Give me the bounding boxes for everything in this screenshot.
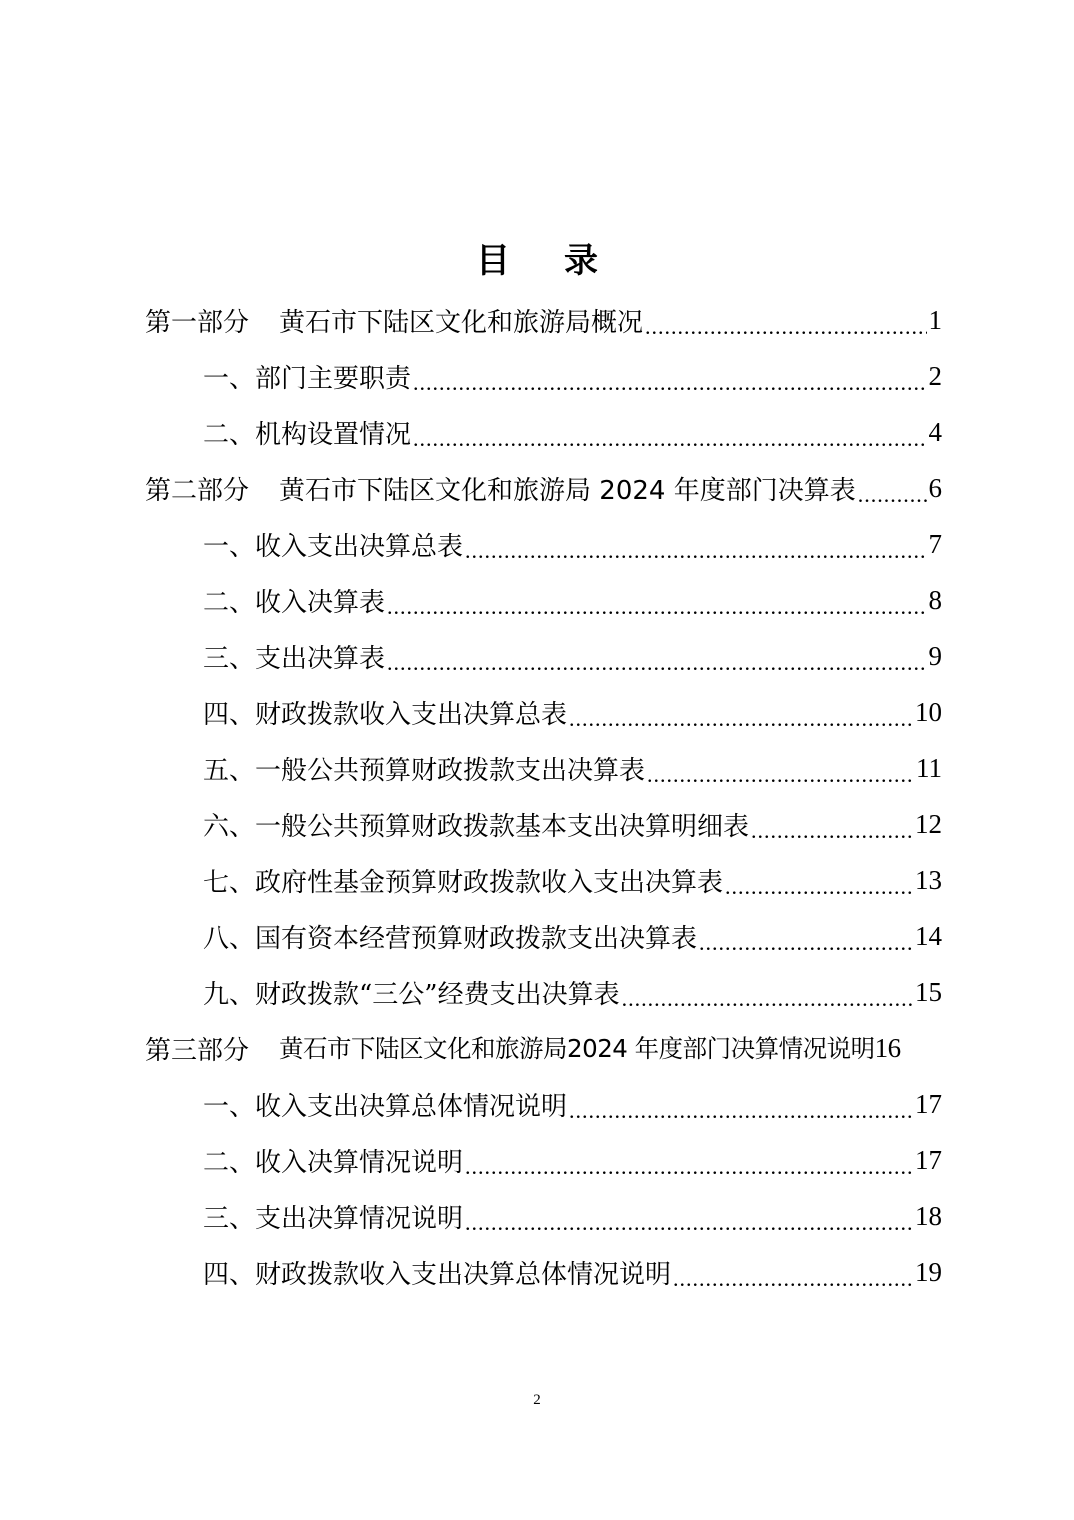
part-title: 黄石市下陆区文化和旅游局 2024 年度部门决算表 <box>279 475 856 506</box>
page-number: 15 <box>915 976 942 1007</box>
toc-entry[interactable] <box>203 964 942 1020</box>
page-number: 19 <box>915 1256 942 1287</box>
page-number: 1 <box>928 304 942 335</box>
toc-entry[interactable] <box>203 1076 942 1132</box>
dot-leader <box>725 878 913 908</box>
toc-part-2[interactable] <box>145 460 942 516</box>
page-number: 11 <box>916 752 942 783</box>
toc-entry[interactable] <box>203 348 942 404</box>
toc-part-3[interactable] <box>145 1020 942 1076</box>
toc-entry[interactable] <box>203 1132 942 1188</box>
toc-entry-label: 七、政府性基金预算财政拨款收入支出决算表 <box>203 867 724 898</box>
toc-entry[interactable] <box>203 516 942 572</box>
toc-entry-label: 三、支出决算情况说明 <box>203 1203 464 1234</box>
part-title: 黄石市下陆区文化和旅游局2024 年度部门决算情况说明 <box>279 1033 875 1063</box>
toc-entry-label: 六、一般公共预算财政拨款基本支出决算明细表 <box>203 811 750 842</box>
toc-entry[interactable] <box>203 740 942 796</box>
dot-leader <box>569 710 913 740</box>
toc-entry-label: 二、机构设置情况 <box>203 419 412 450</box>
page-number: 13 <box>915 864 942 895</box>
page-number: 9 <box>928 640 942 671</box>
dot-leader <box>699 934 913 964</box>
toc-entry-label: 一、收入支出决算总表 <box>203 531 464 562</box>
toc-entry[interactable] <box>203 684 942 740</box>
toc-entry-label <box>145 470 856 507</box>
toc-entry-label: 二、收入决算表 <box>203 587 386 618</box>
dot-leader <box>858 486 927 516</box>
page-number: 17 <box>915 1144 942 1175</box>
toc-part-1[interactable] <box>145 292 942 348</box>
dot-leader <box>387 654 926 684</box>
page-number: 18 <box>915 1200 942 1231</box>
toc-entry[interactable] <box>203 572 942 628</box>
toc-entry-label: 二、收入决算情况说明 <box>203 1147 464 1178</box>
dot-leader <box>645 318 926 348</box>
dot-leader <box>569 1102 913 1132</box>
part-number: 第一部分 <box>145 307 250 338</box>
part-title: 黄石市下陆区文化和旅游局概况 <box>279 307 644 338</box>
dot-leader <box>465 1158 913 1188</box>
toc-entry[interactable] <box>203 796 942 852</box>
page-number: 16 <box>874 1032 901 1063</box>
toc-entry-label <box>145 1030 875 1067</box>
page-number: 10 <box>915 696 942 727</box>
dot-leader <box>387 598 926 628</box>
toc-entry-label: 三、支出决算表 <box>203 643 386 674</box>
dot-leader <box>465 1214 913 1244</box>
page-number: 17 <box>915 1088 942 1119</box>
page-title: 目录 <box>476 241 652 281</box>
dot-leader <box>465 542 926 572</box>
page-number: 6 <box>928 472 942 503</box>
toc-entry-label: 九、财政拨款“三公”经费支出决算表 <box>203 979 620 1010</box>
footer-page-number: 2 <box>533 1392 541 1408</box>
dot-leader <box>647 766 914 796</box>
page-number: 8 <box>928 584 942 615</box>
toc-entry-label: 四、财政拨款收入支出决算总表 <box>203 699 568 730</box>
dot-leader <box>751 822 913 852</box>
part-number: 第二部分 <box>145 475 250 506</box>
dot-leader <box>413 374 926 404</box>
toc-entry-label: 一、部门主要职责 <box>203 363 412 394</box>
toc-entry[interactable] <box>203 1244 942 1300</box>
toc-entry-label: 一、收入支出决算总体情况说明 <box>203 1091 568 1122</box>
toc-entry[interactable] <box>203 628 942 684</box>
toc-entry[interactable] <box>203 908 942 964</box>
toc-entry-label: 五、一般公共预算财政拨款支出决算表 <box>203 755 646 786</box>
page-number: 12 <box>915 808 942 839</box>
toc-entry[interactable] <box>203 404 942 460</box>
toc-entry-label: 四、财政拨款收入支出决算总体情况说明 <box>203 1259 672 1290</box>
part-number: 第三部分 <box>145 1035 250 1066</box>
page-number: 14 <box>915 920 942 951</box>
page-number: 2 <box>928 360 942 391</box>
dot-leader <box>413 430 926 460</box>
page-number: 7 <box>928 528 942 559</box>
toc-entry-label <box>145 302 643 339</box>
page-number: 4 <box>928 416 942 447</box>
dot-leader <box>622 990 913 1020</box>
toc-entry[interactable] <box>203 1188 942 1244</box>
dot-leader <box>673 1270 913 1300</box>
toc-entry[interactable] <box>203 852 942 908</box>
toc-entry-label: 八、国有资本经营预算财政拨款支出决算表 <box>203 923 698 954</box>
